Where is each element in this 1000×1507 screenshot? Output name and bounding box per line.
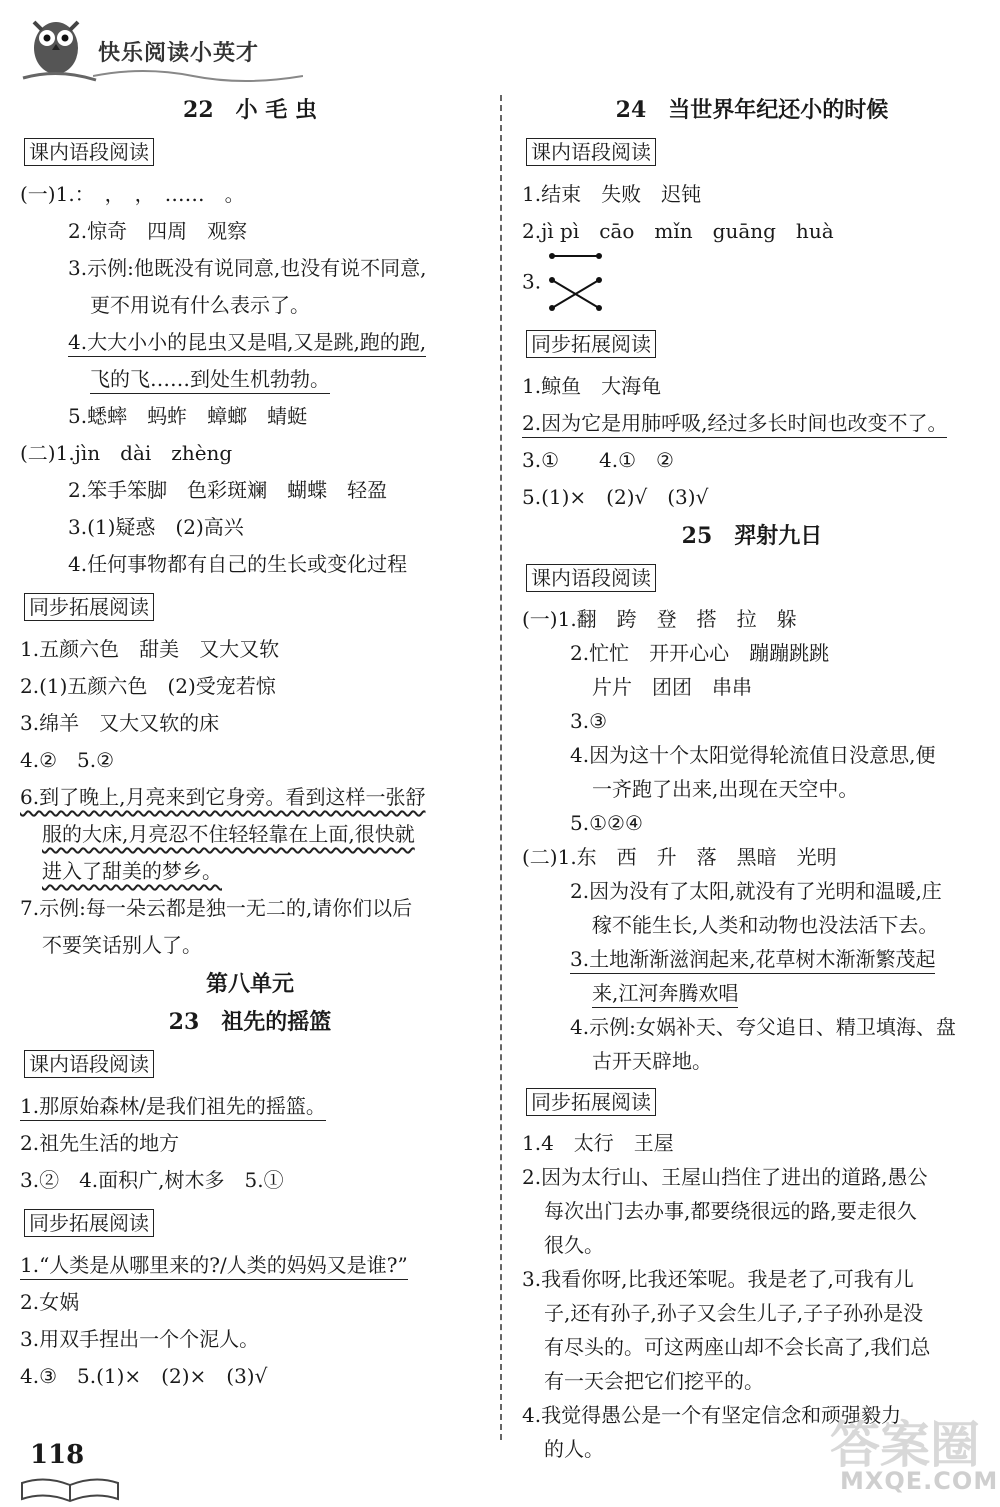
answer-line: 3.示例:他既没有说同意,也没有说不同意, xyxy=(68,256,427,280)
wavy-underlined-text: 服的大床,月亮忍不住轻轻靠在上面,很快就 xyxy=(42,822,415,846)
answer-line: 4.因为这十个太阳觉得轮流值日没意思,便 xyxy=(570,743,936,767)
lesson-name: 祖先的摇篮 xyxy=(221,1009,332,1035)
unit-title: 第八单元 xyxy=(205,971,294,997)
left-column xyxy=(20,90,480,1395)
underlined-text: 3.土地渐渐滋润起来,花草树木渐渐繁茂起 xyxy=(570,947,935,974)
section-label: 课内语段阅读 xyxy=(24,1050,154,1078)
page-header xyxy=(18,8,298,86)
watermark-url: MXQE.COM xyxy=(840,1467,999,1495)
wavy-underlined-text: 6.到了晚上,月亮来到它身旁。看到这样一张舒 xyxy=(20,785,426,809)
right-column xyxy=(522,90,982,1466)
page-number: 118 xyxy=(30,1440,85,1470)
answer-line: 3.我看你呀,比我还笨呢。我是老了,可我有儿 xyxy=(522,1267,914,1291)
answer-line: 3.② 4.面积广,树木多 5.① xyxy=(20,1168,284,1192)
answer-line xyxy=(20,1088,480,1125)
lesson-24-title xyxy=(522,92,982,128)
answer-line: 更不用说有什么表示了。 xyxy=(90,293,310,317)
answer-line: 2.祖先生活的地方 xyxy=(20,1131,180,1155)
answer-line: 5.蟋蟀 蚂蚱 蟑螂 蜻蜓 xyxy=(68,404,308,428)
wavy-underlined-text: 进入了甜美的梦乡。 xyxy=(42,859,222,883)
answer-line: 4.任何事物都有自己的生长或变化过程 xyxy=(68,552,408,576)
answer-line: 7.示例:每一朵云都是独一无二的,请你们以后 xyxy=(20,896,413,920)
lesson-number: 24 xyxy=(615,97,647,123)
watermark-text: 答案圈 xyxy=(830,1416,980,1474)
column-divider xyxy=(500,95,502,1440)
section-label: 同步拓展阅读 xyxy=(24,1209,154,1237)
answer-line: 稼不能生长,人类和动物也没法活下去。 xyxy=(592,913,939,937)
answer-line: 3.(1)疑惑 (2)高兴 xyxy=(68,515,244,539)
owl-logo-icon xyxy=(18,8,98,86)
answer-line: 每次出门去办事,都要绕很远的路,要走很久 xyxy=(544,1199,917,1223)
answer-line: 一齐跑了出来,出现在天空中。 xyxy=(592,777,859,801)
answer-line xyxy=(20,816,480,853)
answer-line xyxy=(522,250,982,320)
answer-line: 很久。 xyxy=(544,1233,604,1257)
answer-line: 2.因为太行山、王屋山挡住了进出的道路,愚公 xyxy=(522,1165,928,1189)
answer-line xyxy=(522,942,982,976)
answer-line: 3.③ xyxy=(570,709,608,733)
lesson-23-title xyxy=(20,1004,480,1040)
watermark xyxy=(820,1405,999,1500)
answer-line xyxy=(522,405,982,442)
answer-line: 1.鲸鱼 大海龟 xyxy=(522,374,662,398)
lesson-name: 小 毛 虫 xyxy=(235,97,317,123)
answer-line: 4.② 5.② xyxy=(20,748,115,772)
section-label: 同步拓展阅读 xyxy=(526,330,656,358)
answer-line: (一)1.： ， ， …… 。 xyxy=(20,182,245,206)
lesson-25-title xyxy=(522,518,982,554)
answer-line xyxy=(20,361,480,398)
lesson-number: 23 xyxy=(168,1009,200,1035)
answer-line: 4.③ 5.(1)× (2)× (3)√ xyxy=(20,1364,268,1388)
underlined-text: 1.“人类是从哪里来的?/人类的妈妈又是谁?” xyxy=(20,1253,408,1280)
header-vine-decoration xyxy=(93,68,303,84)
section-label: 同步拓展阅读 xyxy=(24,593,154,621)
section-label: 同步拓展阅读 xyxy=(526,1088,656,1116)
lesson-number: 25 xyxy=(681,523,713,549)
answer-line: (二)1.东 西 升 落 黑暗 光明 xyxy=(522,845,837,869)
underlined-text: 4.大大小小的昆虫又是唱,又是跳,跑的跑, xyxy=(68,330,426,357)
answer-line xyxy=(20,779,480,816)
answer-line: 2.笨手笨脚 色彩斑斓 蝴蝶 轻盈 xyxy=(68,478,388,502)
answer-line: 子,还有孙子,孙子又会生儿子,子子孙孙是没 xyxy=(544,1301,924,1325)
open-book-icon xyxy=(20,1475,120,1503)
underlined-text: 飞的飞……到处生机勃勃。 xyxy=(90,367,330,394)
lesson-name: 羿射九日 xyxy=(734,523,823,549)
lesson-22-title xyxy=(20,92,480,128)
answer-line: 2.(1)五颜六色 (2)受宠若惊 xyxy=(20,674,276,698)
answer-line: 有一天会把它们挖平的。 xyxy=(544,1369,764,1393)
answer-line: 4.我觉得愚公是一个有坚定信念和顽强毅力 xyxy=(522,1403,902,1427)
answer-line: 2.因为没有了太阳,就没有了光明和温暖,庄 xyxy=(570,879,942,903)
brand-title: 快乐阅读小英才 xyxy=(98,41,260,66)
answer-line: 5.①②④ xyxy=(570,811,643,835)
answer-line: 1.4 太行 王屋 xyxy=(522,1131,674,1155)
matching-lines-diagram xyxy=(547,250,607,316)
answer-line: 2.忙忙 开开心心 蹦蹦跳跳 xyxy=(570,641,830,665)
section-label: 课内语段阅读 xyxy=(526,564,656,592)
underlined-text: 来,江河奔腾欢唱 xyxy=(592,981,738,1008)
answer-line: 3.① 4.① ② xyxy=(522,448,674,472)
lesson-name: 当世界年纪还小的时候 xyxy=(668,97,889,123)
answer-number: 3. xyxy=(522,269,542,294)
answer-line xyxy=(522,976,982,1010)
answer-line: 2.惊奇 四周 观察 xyxy=(68,219,248,243)
answer-line: 4.示例:女娲补天、夸父追日、精卫填海、盘 xyxy=(570,1015,956,1039)
underlined-text: 2.因为它是用肺呼吸,经过多长时间也改变不了。 xyxy=(522,411,947,438)
answer-line: 2.女娲 xyxy=(20,1290,80,1314)
answer-line: (一)1.翻 跨 登 搭 拉 躲 xyxy=(522,607,797,631)
answer-line: 片片 团团 串串 xyxy=(592,675,752,699)
answer-line: 不要笑话别人了。 xyxy=(42,933,202,957)
answer-line: 的人。 xyxy=(544,1437,604,1461)
answer-line: 1.五颜六色 甜美 又大又软 xyxy=(20,637,280,661)
lesson-number: 22 xyxy=(183,97,214,123)
answer-line: 2.jì pì cāo mǐn guāng huà xyxy=(522,219,834,243)
section-label: 课内语段阅读 xyxy=(24,138,154,166)
answer-line: 5.(1)× (2)√ (3)√ xyxy=(522,485,709,509)
underlined-text: 1.那原始森林/是我们祖先的摇篮。 xyxy=(20,1094,326,1121)
answer-line xyxy=(20,324,480,361)
answer-line: 3.用双手捏出一个个泥人。 xyxy=(20,1327,260,1351)
answer-line: 有尽头的。可这两座山却不会长高了,我们总 xyxy=(544,1335,931,1359)
answer-line: 1.结束 失败 迟钝 xyxy=(522,182,702,206)
answer-line: (二)1.jìn dài zhèng xyxy=(20,441,233,465)
answer-line xyxy=(20,1247,480,1284)
answer-line: 古开天辟地。 xyxy=(592,1049,712,1073)
answer-line: 3.绵羊 又大又软的床 xyxy=(20,711,220,735)
section-label: 课内语段阅读 xyxy=(526,138,656,166)
answer-line xyxy=(20,853,480,890)
